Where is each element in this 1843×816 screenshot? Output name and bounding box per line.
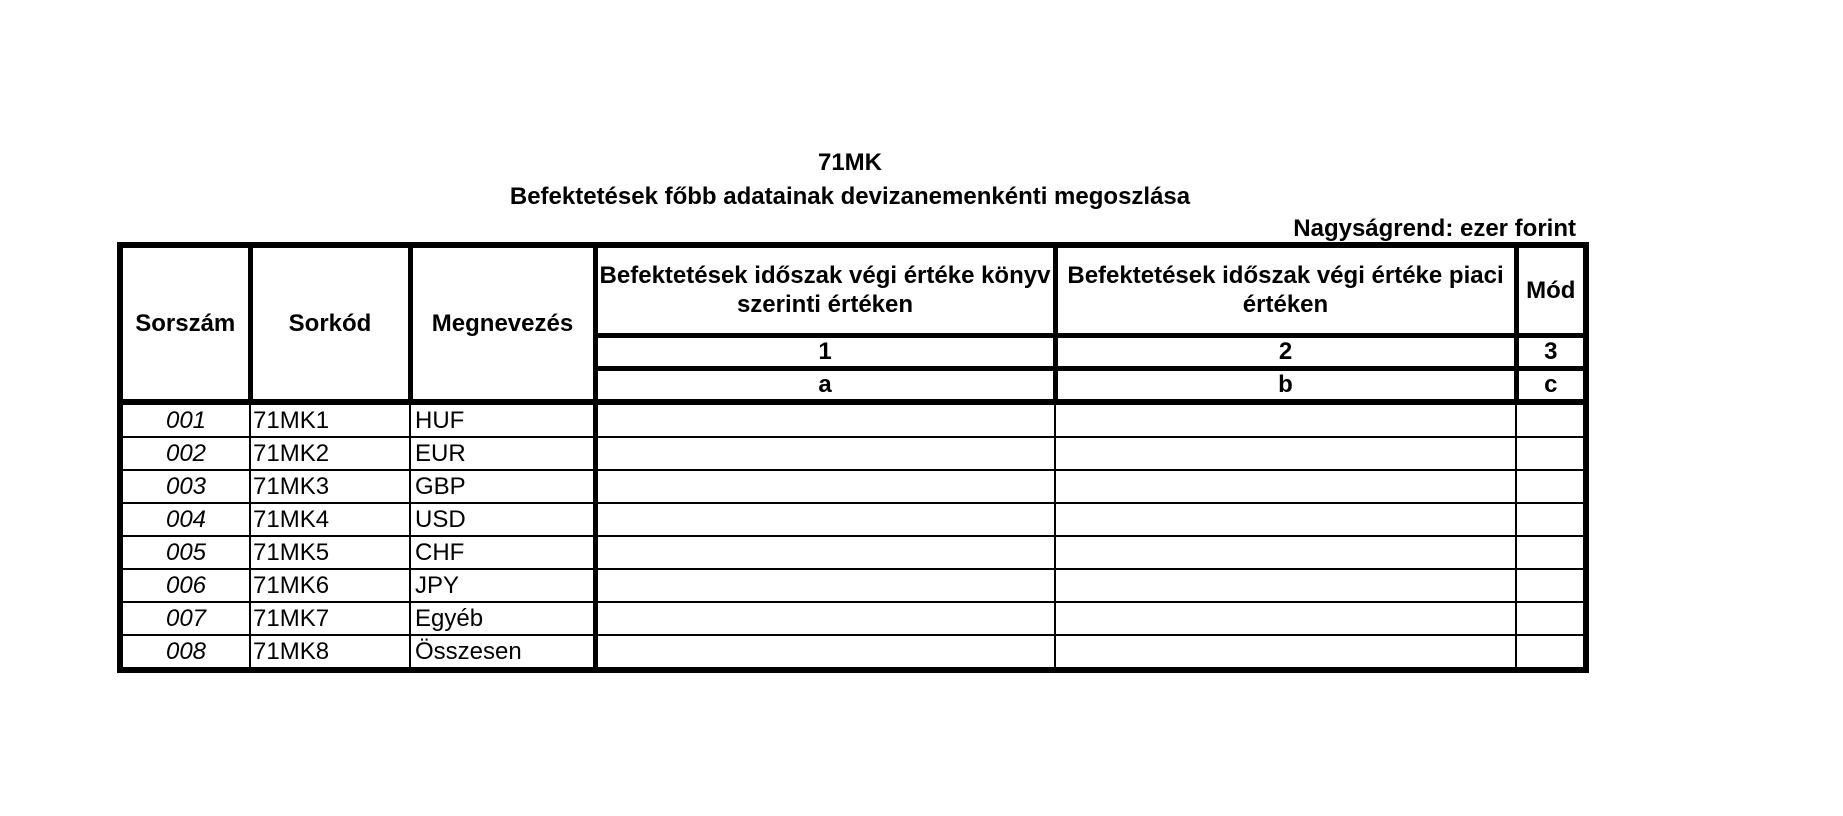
value-cell-col2[interactable] [1055,569,1516,602]
row-name: CHF [410,536,595,569]
row-name: HUF [410,402,595,437]
value-cell-col3[interactable] [1516,437,1586,470]
header-col-number: 3 [1516,335,1586,368]
row-number: 002 [120,437,250,470]
header-sorkod: Sorkód [250,245,410,402]
value-cell-col1[interactable] [595,470,1055,503]
row-code: 71MK4 [250,503,410,536]
form-title: Befektetések főbb adatainak devizanemenkénti megoszlása [509,183,1191,210]
value-cell-col3[interactable] [1516,402,1586,437]
value-cell-col3[interactable] [1516,536,1586,569]
table-row [120,470,1586,503]
value-cell-col3[interactable] [1516,569,1586,602]
value-cell-col3[interactable] [1516,635,1586,670]
value-cell-col3[interactable] [1516,602,1586,635]
value-cell-col2[interactable] [1055,470,1516,503]
value-cell-col2[interactable] [1055,635,1516,670]
row-name: JPY [410,569,595,602]
form-code: 71MK [817,149,883,176]
row-name: Összesen [410,635,595,670]
table-row [120,536,1586,569]
value-cell-col3[interactable] [1516,503,1586,536]
table-row [120,635,1586,670]
value-cell-col2[interactable] [1055,602,1516,635]
row-number: 007 [120,602,250,635]
row-code: 71MK7 [250,602,410,635]
row-number: 008 [120,635,250,670]
row-number: 003 [120,470,250,503]
row-name: EUR [410,437,595,470]
header-col-number: 1 [595,335,1055,368]
table-row [120,437,1586,470]
row-name: USD [410,503,595,536]
row-number: 004 [120,503,250,536]
row-code: 71MK3 [250,470,410,503]
value-cell-col1[interactable] [595,569,1055,602]
value-cell-col2[interactable] [1055,503,1516,536]
row-code: 71MK6 [250,569,410,602]
header-megnevezes: Megnevezés [410,245,595,402]
header-col-letter: a [595,368,1055,402]
header-col3: Mód [1516,245,1586,335]
value-cell-col2[interactable] [1055,437,1516,470]
header-col-number: 2 [1055,335,1516,368]
header-col-letter: c [1516,368,1586,402]
value-cell-col1[interactable] [595,602,1055,635]
row-number: 005 [120,536,250,569]
header-col-letter: b [1055,368,1516,402]
table-row [120,602,1586,635]
value-cell-col2[interactable] [1055,536,1516,569]
header-sorszam: Sorszám [120,245,250,402]
table-row [120,569,1586,602]
header-col2: Befektetések időszak végi értéke piaci értéken [1055,245,1516,335]
data-table [117,242,1589,673]
value-cell-col1[interactable] [595,503,1055,536]
row-code: 71MK1 [250,402,410,437]
row-number: 001 [120,402,250,437]
table-row [120,402,1586,437]
row-name: Egyéb [410,602,595,635]
value-cell-col1[interactable] [595,635,1055,670]
header-col1: Befektetések időszak végi értéke könyv szerinti értéken [595,245,1055,335]
value-cell-col1[interactable] [595,536,1055,569]
value-cell-col1[interactable] [595,437,1055,470]
row-code: 71MK5 [250,536,410,569]
table-row [120,503,1586,536]
value-cell-col3[interactable] [1516,470,1586,503]
row-number: 006 [120,569,250,602]
row-name: GBP [410,470,595,503]
row-code: 71MK2 [250,437,410,470]
unit-note: Nagyságrend: ezer forint [1293,215,1576,242]
row-code: 71MK8 [250,635,410,670]
value-cell-col1[interactable] [595,402,1055,437]
value-cell-col2[interactable] [1055,402,1516,437]
